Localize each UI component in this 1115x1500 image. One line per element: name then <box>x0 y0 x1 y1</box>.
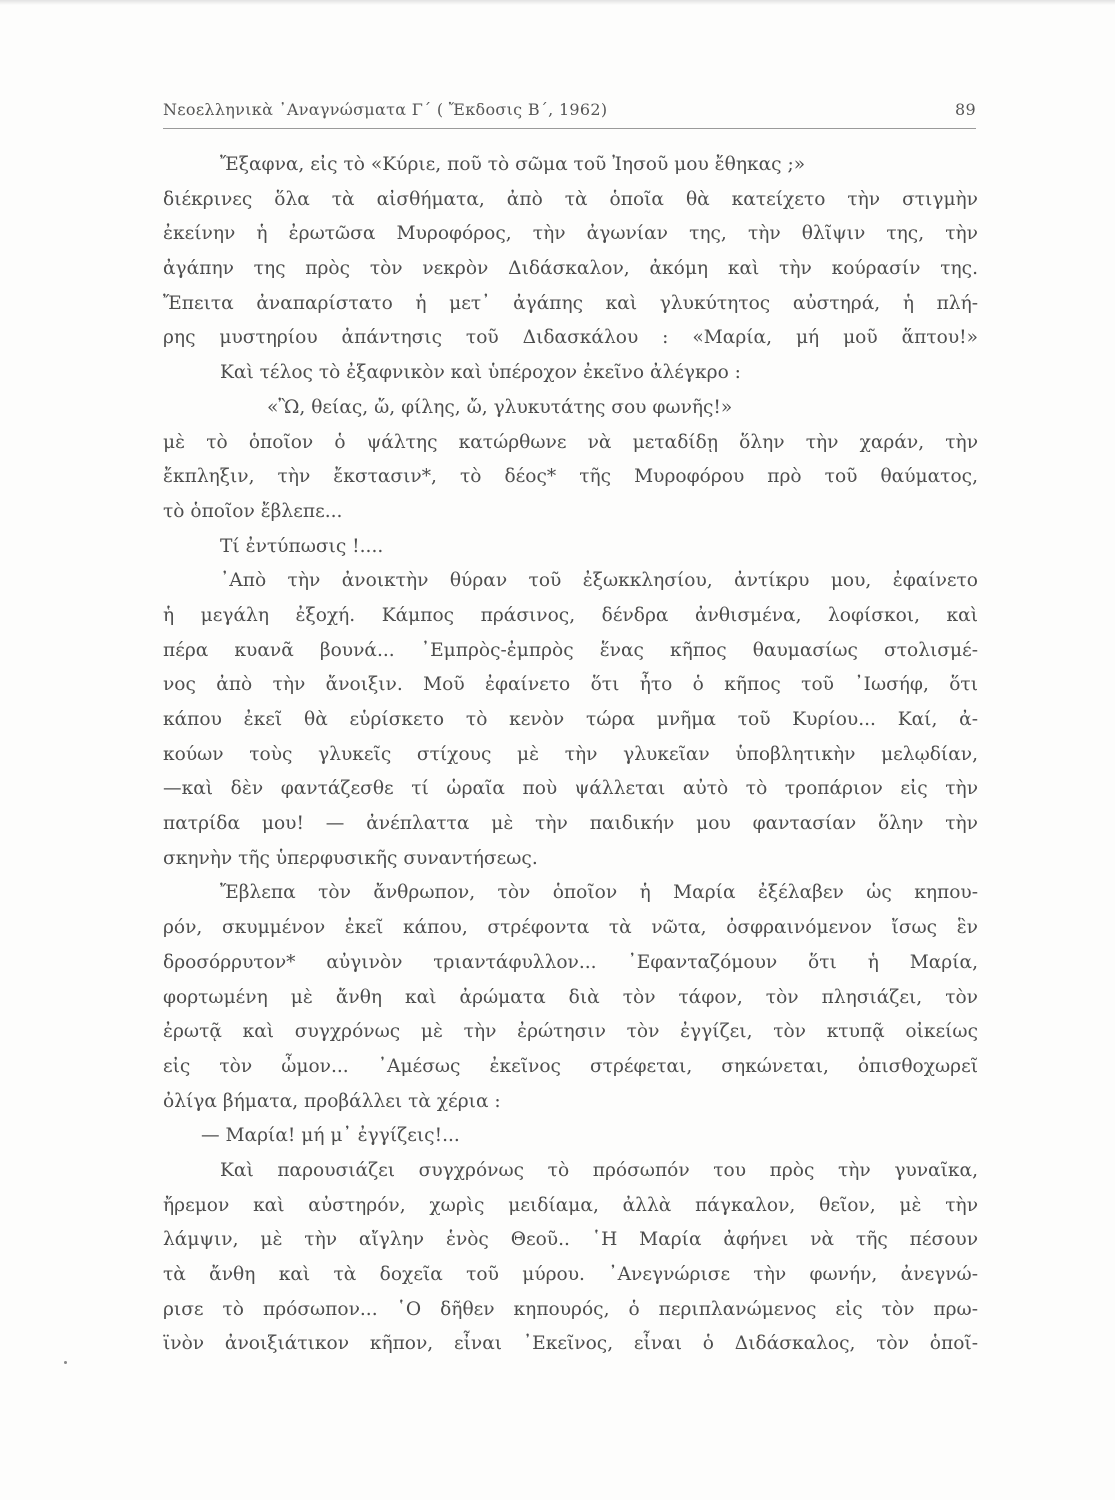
text-line: ἀγάπην της πρὸς τὸν νεκρὸν Διδάσκαλον, ἀκόμη καὶ τὴν κούρασίν της. <box>163 258 978 280</box>
text-line: Ἔπειτα ἀναπαρίστατο ἡ μετ᾿ ἀγάπης καὶ γλυκύτητος αὐστηρά, ἡ πλή- <box>163 292 978 314</box>
text-line: τὰ ἄνθη καὶ τὰ δοχεῖα τοῦ μύρου. ᾿Ανεγνώρισε τὴν φωνήν, ἀνεγνώ- <box>163 1264 978 1285</box>
text-line: ρισε τὸ πρόσωπον... ῾Ο δῆθεν κηπουρός, ὁ περιπλανώμενος εἰς τὸν πρω- <box>163 1298 978 1320</box>
text-line: μὲ τὸ ὁποῖον ὁ ψάλτης κατώρθωνε νὰ μεταδίδῃ ὅλην τὴν χαράν, τὴν <box>163 431 978 453</box>
text-line: κάπου ἐκεῖ θὰ εὑρίσκετο τὸ κενὸν τώρα μνῆμα τοῦ Κυρίου... Καί, ἀ- <box>163 709 978 730</box>
text-line: σκηνὴν τῆς ὑπερφυσικῆς συναντήσεως. <box>163 847 538 869</box>
running-header <box>163 100 976 128</box>
running-title: Νεοελληνικὰ ᾿Αναγνώσματα Γ΄ ( Ἔκδοσις Β΄, 1962) <box>163 100 608 119</box>
text-line: εἰς τὸν ὦμον... ᾿Αμέσως ἐκεῖνος στρέφεται, σηκώνεται, ὀπισθοχωρεῖ <box>163 1055 978 1077</box>
text-line: ρόν, σκυμμένον ἐκεῖ κάπου, στρέφοντα τὰ νῶτα, ὀσφραινόμενον ἴσως ἓν <box>163 917 978 939</box>
text-line: ρης μυστηρίου ἀπάντησις τοῦ Διδασκάλου : «Μαρία, μή μοῦ ἅπτου!» <box>163 327 978 349</box>
text-line: ἐρωτᾷ καὶ συγχρόνως μὲ τὴν ἐρώτησιν τὸν ἐγγίζει, τὸν κτυπᾷ οἰκείως <box>163 1021 978 1043</box>
margin-dot <box>64 1361 67 1364</box>
text-line: φορτωμένη μὲ ἄνθη καὶ ἀρώματα διὰ τὸν τάφον, τὸν πλησιάζει, τὸν <box>163 986 978 1008</box>
text-line: διέκρινες ὅλα τὰ αἰσθήματα, ἀπὸ τὰ ὁποῖα θὰ κατείχετο τὴν στιγμὴν <box>163 188 978 210</box>
text-line: Καὶ τέλος τὸ ἐξαφνικὸν καὶ ὑπέροχον ἐκεῖνο ἀλέγκρο : <box>220 362 741 384</box>
text-line: λάμψιν, μὲ τὴν αἴγλην ἑνὸς Θεοῦ.. ῾Η Μαρία ἀφήνει νὰ τῆς πέσουν <box>163 1229 978 1251</box>
body-text <box>163 148 978 1362</box>
text-line: ϊνὸν ἀνοιξιάτικον κῆπον, εἶναι ᾿Εκεῖνος, εἶναι ὁ Διδάσκαλος, τὸν ὁποῖ- <box>163 1333 978 1355</box>
page-edge-shadow <box>0 0 1115 5</box>
text-line: ἔκπληξιν, τὴν ἔκστασιν*, τὸ δέος* τῆς Μυροφόρου πρὸ τοῦ θαύματος, <box>163 466 978 488</box>
quoted-verse: «Ὢ, θείας, ὤ, φίλης, ὤ, γλυκυτάτης σου φωνῆς!» <box>267 396 733 418</box>
text-line: δροσόρρυτον* αὐγινὸν τριαντάφυλλον... ᾿Εφανταζόμουν ὅτι ἡ Μαρία, <box>163 951 978 973</box>
text-line: Ἔβλεπα τὸν ἄνθρωπον, τὸν ὁποῖον ἡ Μαρία ἐξέλαβεν ὡς κηπου- <box>220 882 978 904</box>
text-line: ᾿Απὸ τὴν ἀνοικτὴν θύραν τοῦ ἐξωκκλησίου, ἀντίκρυ μου, ἐφαίνετο <box>220 570 978 592</box>
text-line: Καὶ παρουσιάζει συγχρόνως τὸ πρόσωπόν του πρὸς τὴν γυναῖκα, <box>220 1159 978 1181</box>
text-line: πατρίδα μου! — ἀνέπλαττα μὲ τὴν παιδικήν μου φαντασίαν ὅλην τὴν <box>163 813 978 835</box>
text-line: ὀλίγα βήματα, προβάλλει τὰ χέρια : <box>163 1090 501 1112</box>
header-rule <box>163 128 976 129</box>
text-line: πέρα κυανᾶ βουνά... ᾿Εμπρὸς-ἐμπρὸς ἕνας κῆπος θαυμασίως στολισμέ- <box>163 639 978 661</box>
text-line: Τί ἐντύπωσις !.... <box>220 535 384 557</box>
text-line: —καὶ δὲν φαντάζεσθε τί ὡραῖα ποὺ ψάλλεται αὐτὸ τὸ τροπάριον εἰς τὴν <box>163 778 978 800</box>
text-line: κούων τοὺς γλυκεῖς στίχους μὲ τὴν γλυκεῖαν ὑποβλητικὴν μελῳδίαν, <box>163 743 978 765</box>
text-line: τὸ ὁποῖον ἔβλεπε... <box>163 500 343 522</box>
text-line: Ἔξαφνα, εἰς τὸ «Κύριε, ποῦ τὸ σῶμα τοῦ Ἰησοῦ μου ἔθηκας ;» <box>220 154 806 175</box>
dialogue-line: — Μαρία! μή μ᾿ ἐγγίζεις!... <box>201 1125 460 1147</box>
text-line: ἤρεμον καὶ αὐστηρόν, χωρὶς μειδίαμα, ἀλλὰ πάγκαλον, θεῖον, μὲ τὴν <box>163 1194 978 1216</box>
page-number: 89 <box>955 100 976 119</box>
text-line: ἐκείνην ἡ ἐρωτῶσα Μυροφόρος, τὴν ἀγωνίαν της, τὴν θλῖψιν της, τὴν <box>163 223 978 245</box>
text-line: ἡ μεγάλη ἐξοχή. Κάμπος πράσινος, δένδρα ἀνθισμένα, λοφίσκοι, καὶ <box>163 604 978 626</box>
text-line: νος ἀπὸ τὴν ἄνοιξιν. Μοῦ ἐφαίνετο ὅτι ἦτο ὁ κῆπος τοῦ ᾿Ιωσήφ, ὅτι <box>163 674 978 696</box>
